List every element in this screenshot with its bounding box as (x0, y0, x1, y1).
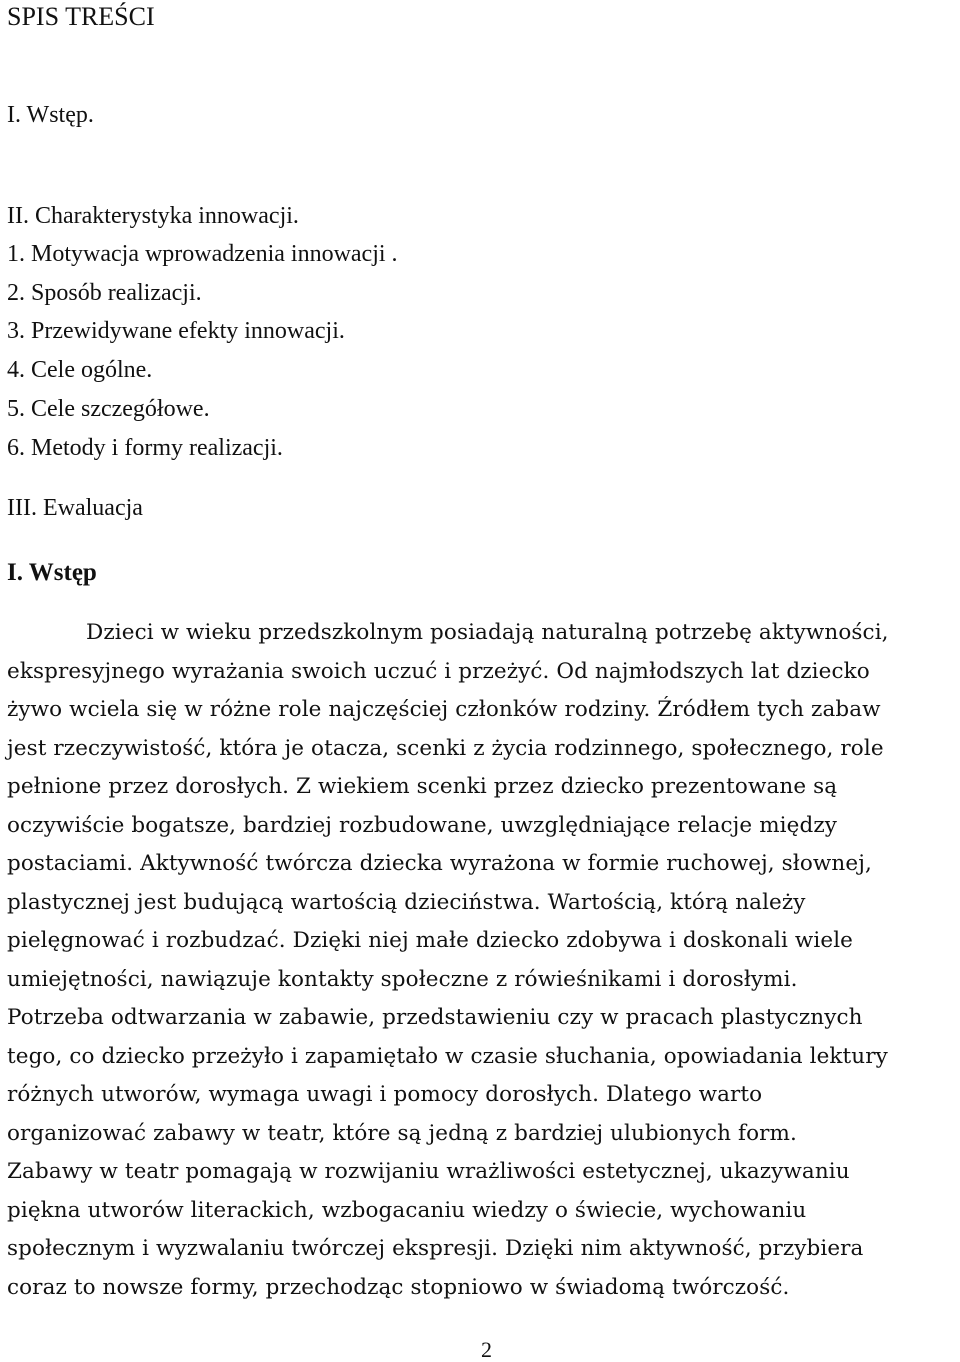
body-line: postaciami. Aktywność twórcza dziecka wyrażona w formie ruchowej, słownej, (7, 851, 872, 876)
section-heading: I. Wstęp (7, 559, 97, 586)
body-line: coraz to nowsze formy, przechodząc stopniowo w świadomą twórczość. (7, 1274, 790, 1300)
toc-item-implementation: 2. Sposób realizacji. (7, 280, 202, 306)
page-number: 2 (481, 1337, 492, 1362)
body-line: umiejętności, nawiązuje kontakty społeczne z rówieśnikami i dorosłymi. (7, 966, 798, 992)
body-line: plastycznej jest budującą wartością dzieciństwa. Wartością, którą należy (7, 889, 806, 915)
body-line: organizować zabawy w teatr, które są jedną z bardziej ulubionych form. (7, 1120, 797, 1146)
body-line: żywo wciela się w różne role najczęściej członków rodziny. Źródłem tych zabaw (7, 697, 881, 722)
body-line: piękna utworów literackich, wzbogacaniu wiedzy o świecie, wychowaniu (7, 1197, 807, 1223)
toc-item-expected-effects: 3. Przewidywane efekty innowacji. (7, 318, 345, 344)
body-line: Zabawy w teatr pomagają w rozwijaniu wrażliwości estetycznej, ukazywaniu (7, 1159, 850, 1184)
toc-item-general-goals: 4. Cele ogólne. (7, 357, 153, 383)
body-line: oczywiście bogatsze, bardziej rozbudowane, uwzględniające relacje między (7, 812, 838, 838)
body-line: jest rzeczywistość, która je otacza, scenki z życia rodzinnego, społecznego, role (7, 735, 884, 761)
toc-item-intro: I. Wstęp. (7, 102, 94, 128)
body-line: Potrzeba odtwarzania w zabawie, przedstawieniu czy w pracach plastycznych (7, 1005, 863, 1030)
body-line: Dzieci w wieku przedszkolnym posiadają naturalną potrzebę aktywności, (86, 620, 889, 645)
toc-item-methods: 6. Metody i formy realizacji. (7, 435, 283, 461)
section-body (7, 614, 955, 1307)
body-line: pielęgnować i rozbudzać. Dzięki niej małe dziecko zdobywa i doskonali wiele (7, 928, 853, 953)
toc-item-specific-goals: 5. Cele szczegółowe. (7, 396, 210, 422)
body-line: społecznym i wyzwalaniu twórczej ekspresji. Dzięki nim aktywność, przybiera (7, 1236, 864, 1261)
toc-title: SPIS TREŚCI (7, 2, 155, 31)
body-line: pełnione przez dorosłych. Z wiekiem scenki przez dziecko prezentowane są (7, 774, 838, 799)
toc-item-evaluation: III. Ewaluacja (7, 495, 143, 521)
toc-item-characteristics: II. Charakterystyka innowacji. (7, 203, 299, 229)
body-line: różnych utworów, wymaga uwagi i pomocy dorosłych. Dlatego warto (7, 1082, 763, 1107)
body-line: ekspresyjnego wyrażania swoich uczuć i przeżyć. Od najmłodszych lat dziecko (7, 658, 870, 684)
body-line: tego, co dziecko przeżyło i zapamiętało w czasie słuchania, opowiadania lektury (7, 1043, 888, 1069)
toc-item-motivation: 1. Motywacja wprowadzenia innowacji . (7, 241, 398, 267)
